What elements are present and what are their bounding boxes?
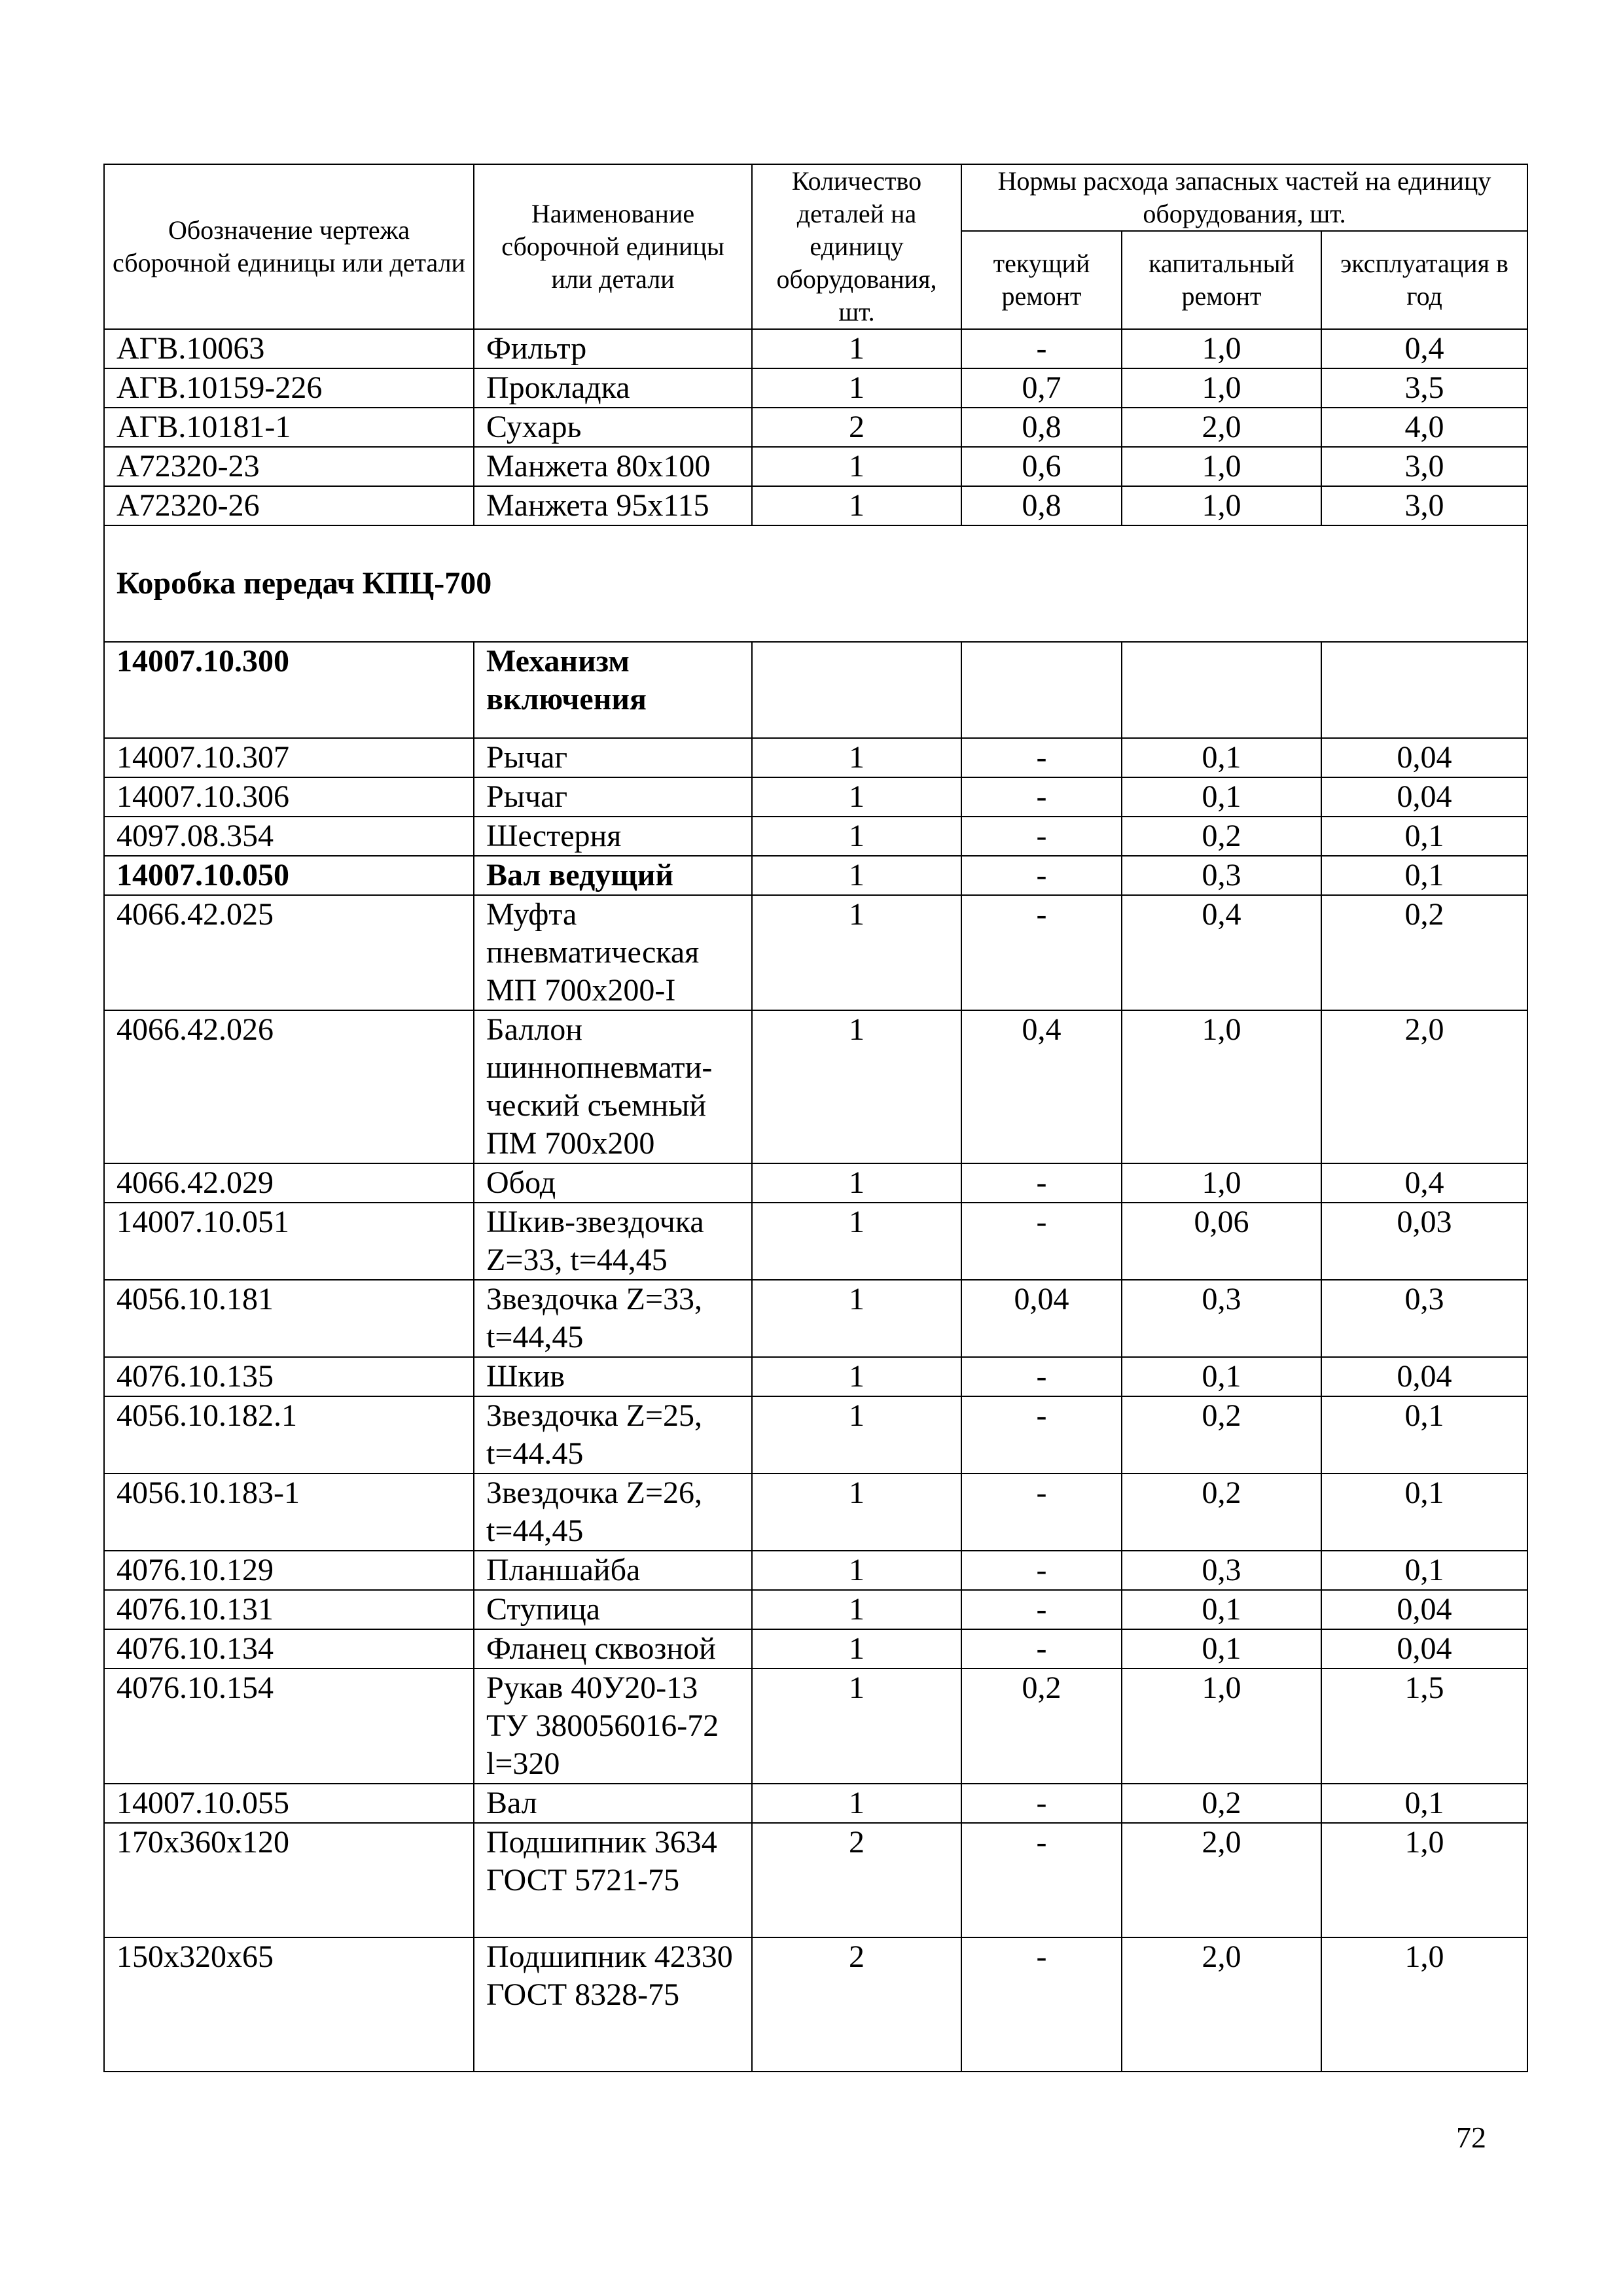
cell-part-name: Фланец сквозной bbox=[474, 1629, 752, 1669]
cell-quantity: 1 bbox=[752, 777, 961, 817]
cell-operation: 0,04 bbox=[1321, 1629, 1527, 1669]
cell-quantity: 1 bbox=[752, 1357, 961, 1396]
cell-drawing-code: 4076.10.135 bbox=[104, 1357, 474, 1396]
cell-part-name: Шкив-звездочка Z=33, t=44,45 bbox=[474, 1203, 752, 1280]
cell-drawing-code: 14007.10.306 bbox=[104, 777, 474, 817]
table-row bbox=[104, 738, 1527, 777]
cell-operation: 0,1 bbox=[1321, 856, 1527, 895]
cell-operation: 0,03 bbox=[1321, 1203, 1527, 1280]
cell-part-name: Шкив bbox=[474, 1357, 752, 1396]
cell-capital-repair: 0,1 bbox=[1122, 1629, 1321, 1669]
cell-part-name: Подшипник 42330 ГОСТ 8328-75 bbox=[474, 1937, 752, 2072]
cell-current-repair: - bbox=[961, 1937, 1122, 2072]
table-row bbox=[104, 1629, 1527, 1669]
cell-operation: 0,4 bbox=[1321, 329, 1527, 368]
cell-current-repair: - bbox=[961, 895, 1122, 1010]
cell-current-repair bbox=[961, 642, 1122, 738]
table-row bbox=[104, 1590, 1527, 1629]
cell-capital-repair: 0,2 bbox=[1122, 1784, 1321, 1823]
cell-part-name: Вал bbox=[474, 1784, 752, 1823]
cell-part-name: Рычаг bbox=[474, 738, 752, 777]
cell-operation: 0,04 bbox=[1321, 1590, 1527, 1629]
cell-part-name: Фильтр bbox=[474, 329, 752, 368]
table-row bbox=[104, 329, 1527, 368]
cell-current-repair: - bbox=[961, 329, 1122, 368]
cell-quantity: 1 bbox=[752, 1396, 961, 1474]
section-title: Коробка передач КПЦ-700 bbox=[104, 525, 1527, 642]
cell-drawing-code: АГВ.10181-1 bbox=[104, 408, 474, 447]
cell-capital-repair: 0,4 bbox=[1122, 895, 1321, 1010]
table-row bbox=[104, 895, 1527, 1010]
cell-drawing-code: АГВ.10063 bbox=[104, 329, 474, 368]
cell-current-repair: - bbox=[961, 856, 1122, 895]
cell-part-name: Механизм включения bbox=[474, 642, 752, 738]
cell-operation: 2,0 bbox=[1321, 1010, 1527, 1163]
cell-part-name: Звездочка Z=26, t=44,45 bbox=[474, 1474, 752, 1551]
cell-capital-repair: 0,3 bbox=[1122, 856, 1321, 895]
table-row bbox=[104, 1163, 1527, 1203]
table-row bbox=[104, 1551, 1527, 1590]
cell-drawing-code: 4076.10.154 bbox=[104, 1669, 474, 1784]
cell-operation: 0,04 bbox=[1321, 738, 1527, 777]
cell-quantity: 2 bbox=[752, 1823, 961, 1937]
table-row bbox=[104, 1784, 1527, 1823]
cell-drawing-code: 4076.10.134 bbox=[104, 1629, 474, 1669]
header-norms: Нормы расхода запасных частей на единицу оборудования, шт. bbox=[961, 164, 1527, 231]
cell-quantity: 1 bbox=[752, 1203, 961, 1280]
cell-part-name: Планшайба bbox=[474, 1551, 752, 1590]
cell-drawing-code: 4066.42.029 bbox=[104, 1163, 474, 1203]
cell-operation: 1,5 bbox=[1321, 1669, 1527, 1784]
table-row bbox=[104, 1823, 1527, 1937]
cell-quantity: 1 bbox=[752, 895, 961, 1010]
cell-quantity: 1 bbox=[752, 738, 961, 777]
cell-operation: 0,1 bbox=[1321, 817, 1527, 856]
cell-drawing-code: 4076.10.131 bbox=[104, 1590, 474, 1629]
cell-capital-repair: 0,1 bbox=[1122, 738, 1321, 777]
cell-quantity: 1 bbox=[752, 856, 961, 895]
cell-current-repair: - bbox=[961, 1396, 1122, 1474]
cell-current-repair: 0,2 bbox=[961, 1669, 1122, 1784]
cell-part-name: Звездочка Z=25, t=44.45 bbox=[474, 1396, 752, 1474]
cell-quantity: 1 bbox=[752, 1551, 961, 1590]
cell-quantity: 1 bbox=[752, 486, 961, 525]
header-capital-repair: капитальный ремонт bbox=[1122, 231, 1321, 329]
table-row bbox=[104, 1280, 1527, 1357]
table-row bbox=[104, 1357, 1527, 1396]
cell-quantity: 2 bbox=[752, 1937, 961, 2072]
cell-capital-repair: 1,0 bbox=[1122, 368, 1321, 408]
cell-part-name: Подшипник 3634 ГОСТ 5721-75 bbox=[474, 1823, 752, 1937]
table-row bbox=[104, 1396, 1527, 1474]
cell-drawing-code: 4056.10.183-1 bbox=[104, 1474, 474, 1551]
cell-drawing-code: 14007.10.307 bbox=[104, 738, 474, 777]
table-row bbox=[104, 1474, 1527, 1551]
cell-drawing-code: 4056.10.181 bbox=[104, 1280, 474, 1357]
table-row bbox=[104, 1669, 1527, 1784]
cell-capital-repair bbox=[1122, 642, 1321, 738]
cell-current-repair: - bbox=[961, 1163, 1122, 1203]
table-row bbox=[104, 817, 1527, 856]
cell-capital-repair: 2,0 bbox=[1122, 1823, 1321, 1937]
cell-quantity: 1 bbox=[752, 1669, 961, 1784]
cell-current-repair: - bbox=[961, 1203, 1122, 1280]
table-row bbox=[104, 486, 1527, 525]
cell-part-name: Обод bbox=[474, 1163, 752, 1203]
cell-current-repair: 0,8 bbox=[961, 486, 1122, 525]
cell-operation: 0,1 bbox=[1321, 1551, 1527, 1590]
cell-capital-repair: 0,3 bbox=[1122, 1551, 1321, 1590]
cell-operation: 0,04 bbox=[1321, 1357, 1527, 1396]
cell-current-repair: - bbox=[961, 1629, 1122, 1669]
cell-current-repair: - bbox=[961, 738, 1122, 777]
cell-operation: 0,1 bbox=[1321, 1396, 1527, 1474]
cell-drawing-code: 14007.10.300 bbox=[104, 642, 474, 738]
cell-part-name: Рукав 40У20-13 ТУ 380056016-72 l=320 bbox=[474, 1669, 752, 1784]
cell-current-repair: 0,04 bbox=[961, 1280, 1122, 1357]
cell-capital-repair: 0,1 bbox=[1122, 777, 1321, 817]
spare-parts-table bbox=[103, 164, 1528, 2072]
cell-part-name: Манжета 80х100 bbox=[474, 447, 752, 486]
cell-current-repair: 0,8 bbox=[961, 408, 1122, 447]
table-row bbox=[104, 777, 1527, 817]
cell-operation: 0,1 bbox=[1321, 1784, 1527, 1823]
cell-drawing-code: 170х360х120 bbox=[104, 1823, 474, 1937]
cell-current-repair: - bbox=[961, 817, 1122, 856]
cell-quantity: 2 bbox=[752, 408, 961, 447]
cell-quantity: 1 bbox=[752, 1280, 961, 1357]
table-row bbox=[104, 856, 1527, 895]
cell-operation: 0,3 bbox=[1321, 1280, 1527, 1357]
cell-capital-repair: 1,0 bbox=[1122, 486, 1321, 525]
cell-capital-repair: 0,2 bbox=[1122, 817, 1321, 856]
header-drawing: Обозначение чертежа сборочной единицы или детали bbox=[104, 164, 474, 329]
header-operation: эксплуатация в год bbox=[1321, 231, 1527, 329]
cell-operation: 0,2 bbox=[1321, 895, 1527, 1010]
cell-capital-repair: 0,2 bbox=[1122, 1474, 1321, 1551]
table-row bbox=[104, 447, 1527, 486]
cell-drawing-code: 4066.42.025 bbox=[104, 895, 474, 1010]
table-row bbox=[104, 1937, 1527, 2072]
cell-capital-repair: 0,3 bbox=[1122, 1280, 1321, 1357]
cell-part-name: Манжета 95х115 bbox=[474, 486, 752, 525]
cell-capital-repair: 1,0 bbox=[1122, 329, 1321, 368]
cell-drawing-code: А72320-26 bbox=[104, 486, 474, 525]
cell-quantity: 1 bbox=[752, 1590, 961, 1629]
cell-capital-repair: 0,1 bbox=[1122, 1357, 1321, 1396]
cell-quantity: 1 bbox=[752, 1784, 961, 1823]
cell-capital-repair: 1,0 bbox=[1122, 1669, 1321, 1784]
cell-current-repair: - bbox=[961, 1551, 1122, 1590]
cell-quantity: 1 bbox=[752, 368, 961, 408]
cell-quantity: 1 bbox=[752, 1163, 961, 1203]
cell-part-name: Ступица bbox=[474, 1590, 752, 1629]
cell-quantity: 1 bbox=[752, 447, 961, 486]
cell-capital-repair: 2,0 bbox=[1122, 1937, 1321, 2072]
cell-operation: 0,1 bbox=[1321, 1474, 1527, 1551]
cell-operation: 3,0 bbox=[1321, 486, 1527, 525]
cell-quantity: 1 bbox=[752, 329, 961, 368]
cell-operation: 1,0 bbox=[1321, 1823, 1527, 1937]
cell-capital-repair: 1,0 bbox=[1122, 447, 1321, 486]
cell-operation: 1,0 bbox=[1321, 1937, 1527, 2072]
header-current-repair: текущий ремонт bbox=[961, 231, 1122, 329]
cell-quantity: 1 bbox=[752, 1629, 961, 1669]
cell-operation: 3,5 bbox=[1321, 368, 1527, 408]
cell-part-name: Звездочка Z=33, t=44,45 bbox=[474, 1280, 752, 1357]
table-row bbox=[104, 1010, 1527, 1163]
cell-part-name: Прокладка bbox=[474, 368, 752, 408]
cell-drawing-code: 14007.10.051 bbox=[104, 1203, 474, 1280]
header-quantity: Количество деталей на единицу оборудования, шт. bbox=[752, 164, 961, 329]
cell-drawing-code: 14007.10.055 bbox=[104, 1784, 474, 1823]
cell-current-repair: - bbox=[961, 1823, 1122, 1937]
cell-current-repair: - bbox=[961, 1474, 1122, 1551]
cell-current-repair: - bbox=[961, 1357, 1122, 1396]
cell-operation: 0,04 bbox=[1321, 777, 1527, 817]
cell-quantity: 1 bbox=[752, 817, 961, 856]
cell-capital-repair: 1,0 bbox=[1122, 1010, 1321, 1163]
cell-part-name: Рычаг bbox=[474, 777, 752, 817]
cell-operation bbox=[1321, 642, 1527, 738]
cell-drawing-code: 14007.10.050 bbox=[104, 856, 474, 895]
cell-capital-repair: 0,06 bbox=[1122, 1203, 1321, 1280]
cell-part-name: Муфта пневматическая МП 700х200-I bbox=[474, 895, 752, 1010]
cell-current-repair: 0,4 bbox=[961, 1010, 1122, 1163]
cell-capital-repair: 0,2 bbox=[1122, 1396, 1321, 1474]
cell-capital-repair: 2,0 bbox=[1122, 408, 1321, 447]
cell-drawing-code: 4056.10.182.1 bbox=[104, 1396, 474, 1474]
table-row bbox=[104, 368, 1527, 408]
cell-capital-repair: 0,1 bbox=[1122, 1590, 1321, 1629]
cell-current-repair: - bbox=[961, 1590, 1122, 1629]
table-row bbox=[104, 1203, 1527, 1280]
cell-quantity: 1 bbox=[752, 1010, 961, 1163]
cell-part-name: Вал ведущий bbox=[474, 856, 752, 895]
cell-drawing-code: АГВ.10159-226 bbox=[104, 368, 474, 408]
cell-drawing-code: А72320-23 bbox=[104, 447, 474, 486]
cell-part-name: Шестерня bbox=[474, 817, 752, 856]
cell-operation: 4,0 bbox=[1321, 408, 1527, 447]
page-number: 72 bbox=[1456, 2121, 1486, 2154]
cell-quantity bbox=[752, 642, 961, 738]
header-name: Наименование сборочной единицы или детали bbox=[474, 164, 752, 329]
cell-drawing-code: 150х320х65 bbox=[104, 1937, 474, 2072]
cell-current-repair: 0,6 bbox=[961, 447, 1122, 486]
cell-operation: 0,4 bbox=[1321, 1163, 1527, 1203]
cell-part-name: Сухарь bbox=[474, 408, 752, 447]
cell-current-repair: 0,7 bbox=[961, 368, 1122, 408]
cell-drawing-code: 4097.08.354 bbox=[104, 817, 474, 856]
cell-current-repair: - bbox=[961, 1784, 1122, 1823]
cell-current-repair: - bbox=[961, 777, 1122, 817]
table-row bbox=[104, 642, 1527, 738]
section-row bbox=[104, 525, 1527, 642]
cell-drawing-code: 4066.42.026 bbox=[104, 1010, 474, 1163]
cell-quantity: 1 bbox=[752, 1474, 961, 1551]
cell-drawing-code: 4076.10.129 bbox=[104, 1551, 474, 1590]
cell-capital-repair: 1,0 bbox=[1122, 1163, 1321, 1203]
cell-part-name: Баллон шиннопневмати-ческий съемный ПМ 700х200 bbox=[474, 1010, 752, 1163]
cell-operation: 3,0 bbox=[1321, 447, 1527, 486]
table-row bbox=[104, 408, 1527, 447]
